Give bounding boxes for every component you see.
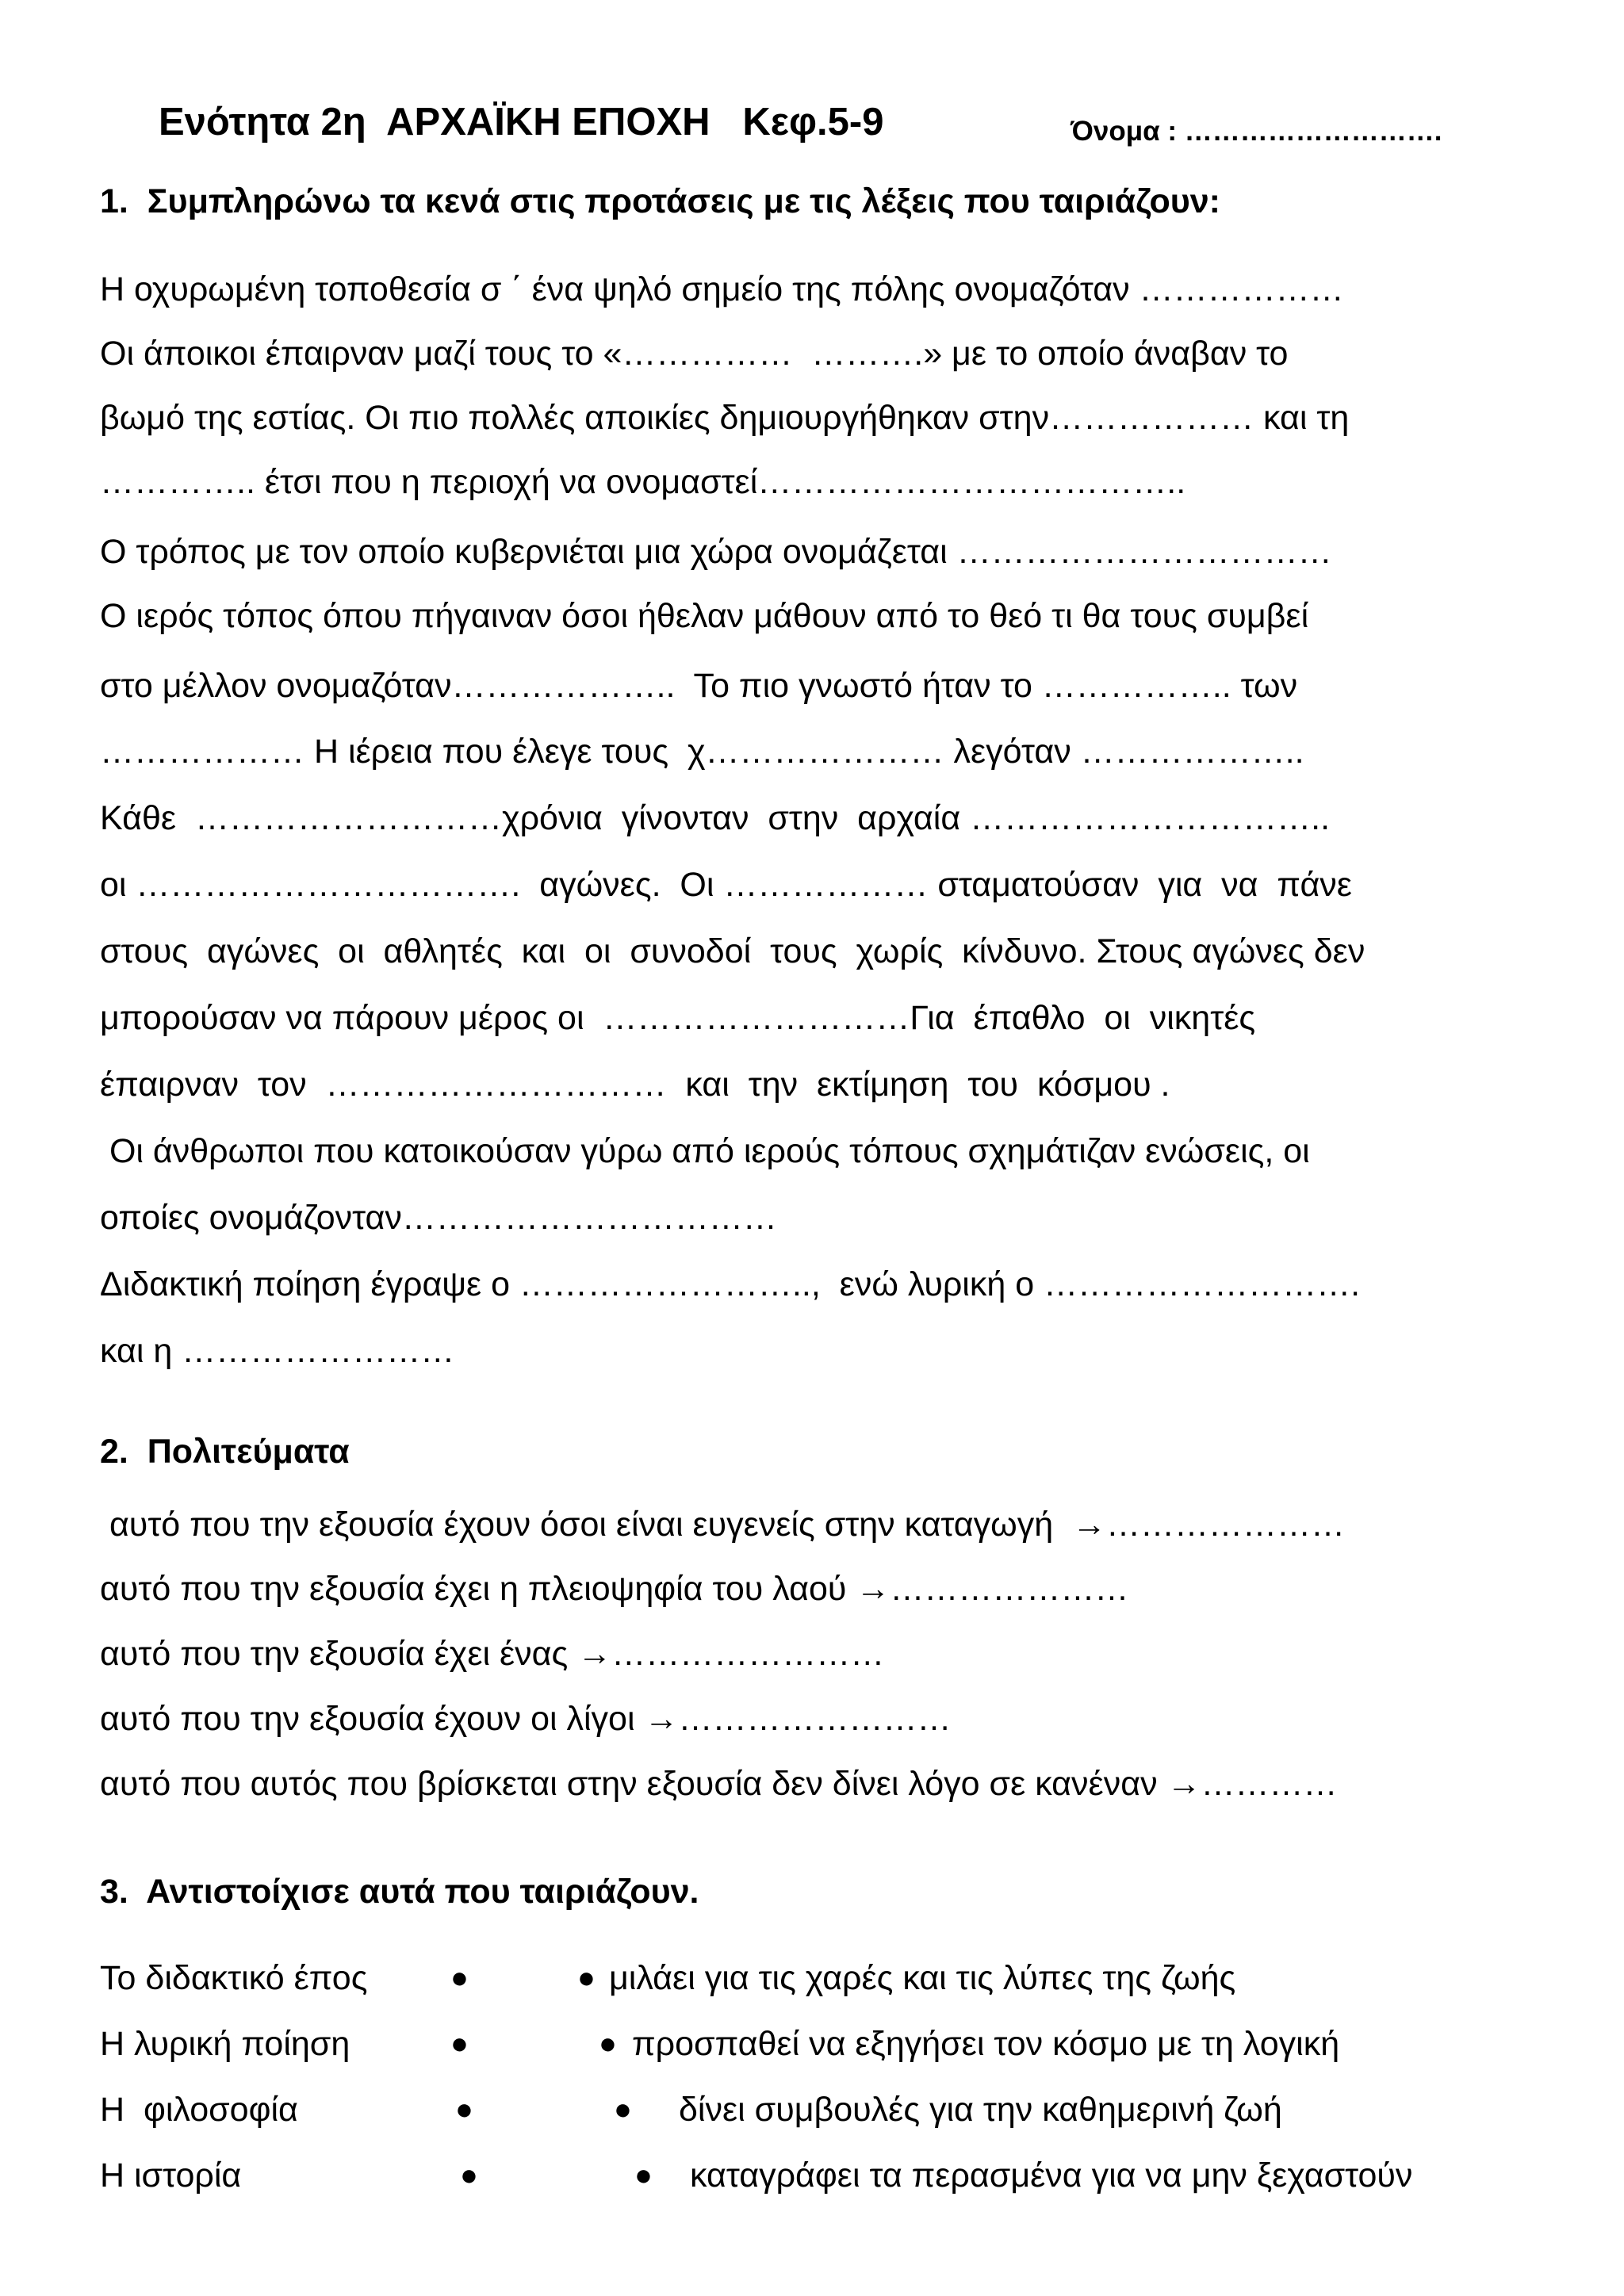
section1-heading: 1. Συμπληρώνω τα κενά στις προτάσεις με τις λέξεις που ταιριάζουν: <box>100 182 1220 220</box>
match-left-item: Το διδακτικό έπος <box>100 1959 368 1997</box>
section1-line: Οι άνθρωποι που κατοικούσαν γύρω από ιερούς τόπους σχημάτιζαν ενώσεις, οι <box>100 1132 1310 1170</box>
section1-line: οποίες ονομάζονταν…………………………… <box>100 1199 777 1237</box>
bullet-icon: ● <box>634 2159 653 2192</box>
section1-line: Η οχυρωμένη τοποθεσία σ ΄ ένα ψηλό σημείο της πόλης ονομαζόταν ……………… <box>100 270 1344 308</box>
section1-line: και η …………………… <box>100 1332 455 1370</box>
section1-line: Διδακτική ποίηση έγραψε ο …………………….., ενώ λυρική ο ………………………. <box>100 1265 1361 1303</box>
section2-line: αυτό που την εξουσία έχουν οι λίγοι →…………………… <box>100 1700 952 1738</box>
section1-line: στο μέλλον ονομαζόταν……………….. Το πιο γνωστό ήταν το …………….. των <box>100 667 1298 705</box>
section2-line: αυτό που την εξουσία έχουν όσοι είναι ευγενείς στην καταγωγή →………………… <box>100 1506 1346 1544</box>
name-field-label: Όνομα : ………………………. <box>1071 116 1442 147</box>
section3-heading: 3. Αντιστοίχισε αυτά που ταιριάζουν. <box>100 1873 699 1911</box>
section1-line: ………….. έτσι που η περιοχή να ονομαστεί……………………………….. <box>100 463 1186 501</box>
bullet-icon: ● <box>460 2159 478 2192</box>
page-title: Ενότητα 2η ΑΡΧΑΪΚΗ ΕΠΟΧΗ Κεφ.5-9 <box>159 101 884 144</box>
bullet-icon: ● <box>450 1961 469 1995</box>
bullet-icon: ● <box>577 1961 596 1995</box>
match-left-item: Η ιστορία <box>100 2156 242 2195</box>
section1-line: Ο ιερός τόπος όπου πήγαιναν όσοι ήθελαν μάθουν από το θεό τι θα τους συμβεί <box>100 597 1309 635</box>
section1-line: ……………… Η ιέρεια που έλεγε τους χ………………… λεγόταν ……………….. <box>100 733 1304 771</box>
section2-heading: 2. Πολιτεύματα <box>100 1433 350 1471</box>
section1-line: έπαιρναν τον ………………………… και την εκτίμηση του κόσμου . <box>100 1066 1170 1104</box>
section2-line: αυτό που αυτός που βρίσκεται στην εξουσία δεν δίνει λόγο σε κανέναν →………… <box>100 1765 1338 1803</box>
bullet-icon: ● <box>614 2093 632 2126</box>
section2-line: αυτό που την εξουσία έχει ένας →…………………… <box>100 1635 885 1673</box>
section2-line: αυτό που την εξουσία έχει η πλειοψηφία του λαού →………………… <box>100 1570 1129 1608</box>
section1-line: βωμό της εστίας. Οι πιο πολλές αποικίες δημιουργήθηκαν στην……………… και τη <box>100 399 1350 437</box>
bullet-icon: ● <box>599 2027 617 2061</box>
bullet-icon: ● <box>455 2093 473 2126</box>
section1-line: Ο τρόπος με τον οποίο κυβερνιέται μια χώρα ονομάζεται …………………………… <box>100 533 1332 571</box>
section1-line: μπορούσαν να πάρουν μέρος οι ………………………Για έπαθλο οι νικητές <box>100 999 1256 1037</box>
section1-line: στους αγώνες οι αθλητές και οι συνοδοί τους χωρίς κίνδυνο. Στους αγώνες δεν <box>100 932 1365 970</box>
section1-line: Κάθε ………………………χρόνια γίνονταν στην αρχαία ………………………….. <box>100 799 1331 837</box>
bullet-icon: ● <box>450 2027 469 2061</box>
section1-line: Οι άποικοι έπαιρναν μαζί τους το «…………… ……….» με το οποίο άναβαν το <box>100 335 1289 373</box>
match-left-item: Η λυρική ποίηση <box>100 2025 350 2063</box>
match-right-item: καταγράφει τα περασμένα για να μην ξεχαστούν <box>690 2156 1413 2195</box>
match-left-item: Η φιλοσοφία <box>100 2091 298 2129</box>
match-right-item: δίνει συμβουλές για την καθημερινή ζωή <box>679 2091 1282 2129</box>
match-right-item: μιλάει για τις χαρές και τις λύπες της ζωής <box>609 1959 1236 1997</box>
section1-line: οι ……………………………. αγώνες. Οι ……………… σταματούσαν για να πάνε <box>100 866 1352 904</box>
match-right-item: προσπαθεί να εξηγήσει τον κόσμο με τη λογική <box>632 2025 1340 2063</box>
